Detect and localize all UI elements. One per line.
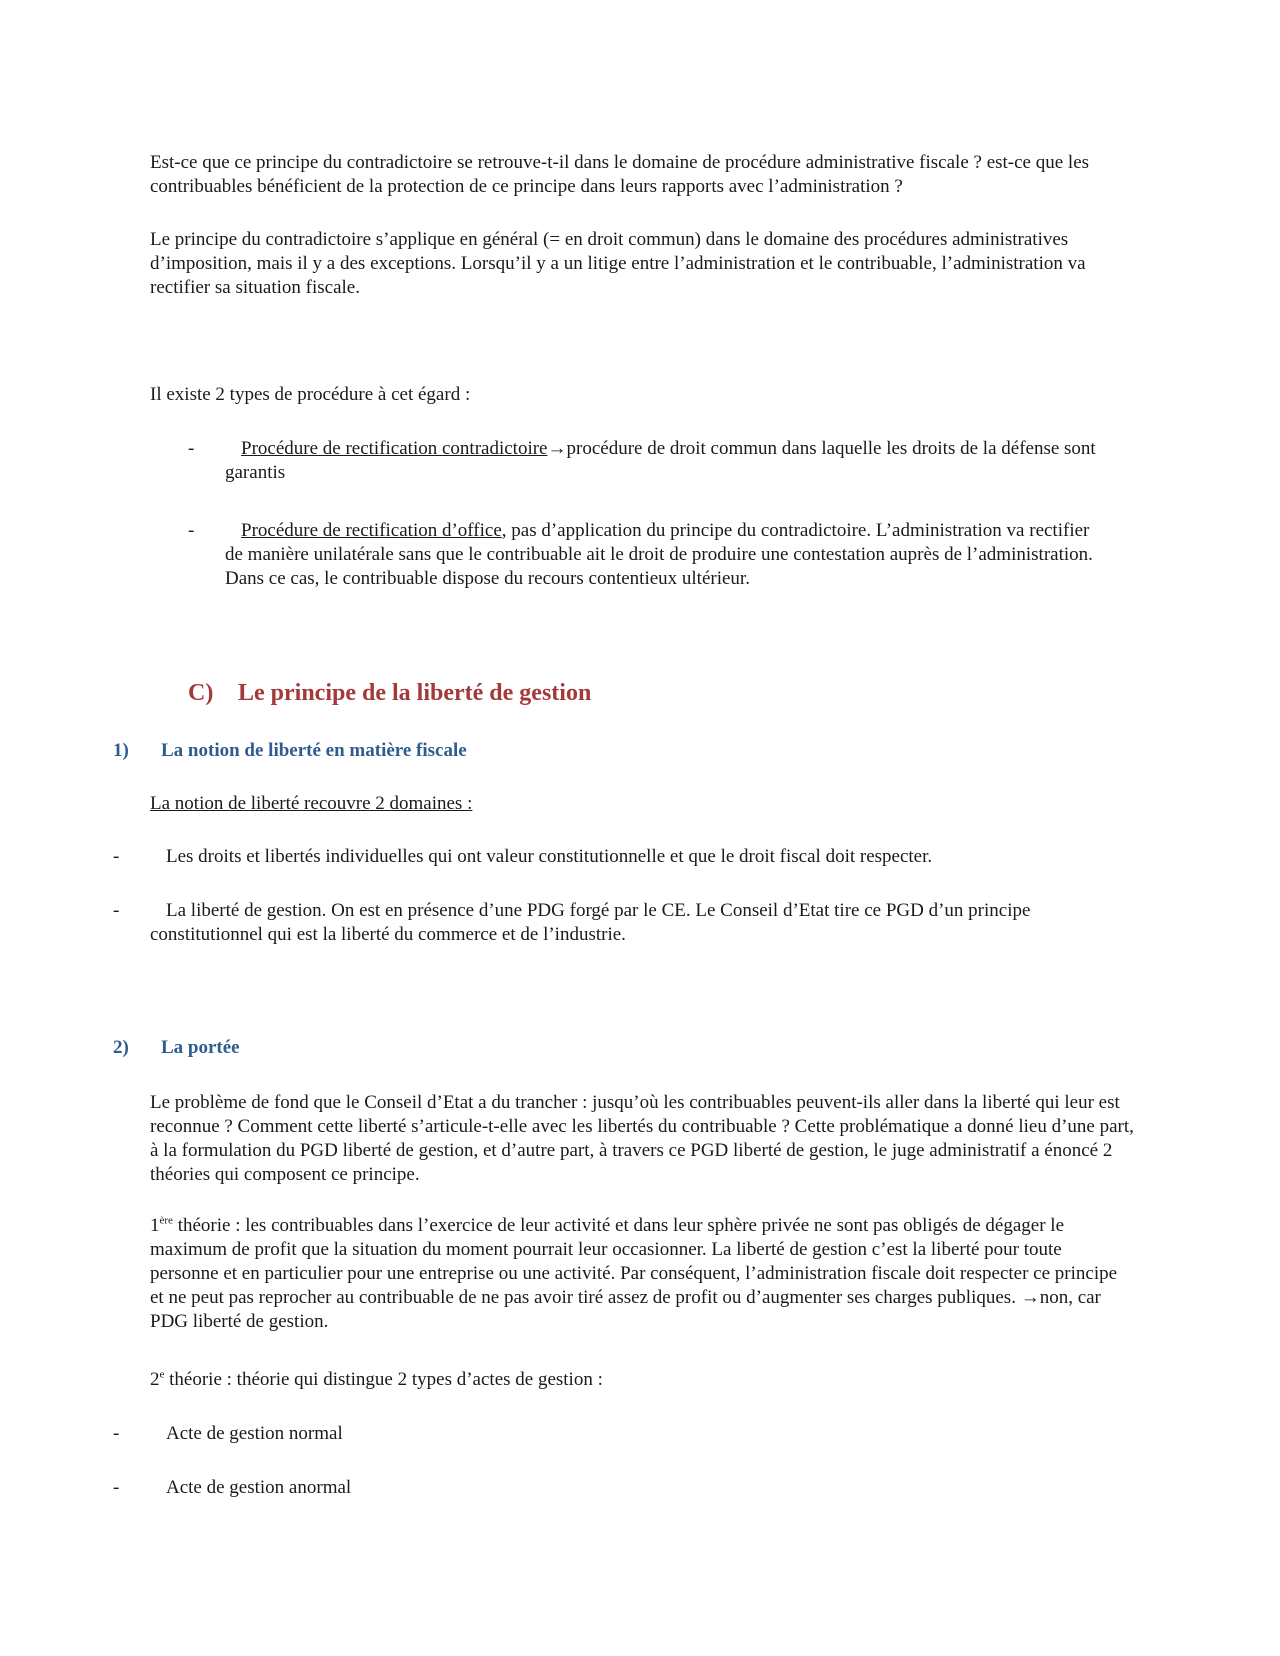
- list-item-text: [225, 519, 1110, 591]
- notion-lead: La notion de liberté recouvre 2 domaines :: [150, 793, 473, 814]
- subsection-title: La portée: [161, 1037, 240, 1058]
- list-item-text: La liberté de gestion. On est en présence d’une PDG forgé par le CE. Le Conseil d’Etat tire ce PGD d’un principe constitutionnel qui est la liberté du commerce et de l’industrie.: [150, 900, 1031, 945]
- theory-text: théorie : les contribuables dans l’exercice de leur activité et dans leur sphère privée ne sont pas obligés de dégager le maximum de profit que la situation du moment pourrait leur occasionner. La liberté de gestion c’est la liberté pour toute personne et en particulier pour une entreprise ou une activité. Par conséquent, l’administration fiscale doit respecter ce principe et ne peut pas reprocher au contribuable de ne pas avoir tiré assez de profit ou d’augmenter ses charges publiques. →non, car PDG liberté de gestion.: [150, 1215, 1118, 1332]
- list-dash: -: [113, 1423, 120, 1444]
- types-lead: Il existe 2 types de procédure à cet égard :: [150, 384, 471, 405]
- section-title: Le principe de la liberté de gestion: [238, 680, 592, 706]
- theory-1-paragraph: [150, 1214, 1125, 1334]
- list-dash: -: [113, 900, 120, 921]
- list-item-text: Acte de gestion normal: [166, 1423, 343, 1444]
- section-number: C): [188, 680, 214, 706]
- intro-question: Est-ce que ce principe du contradictoire se retrouve-t-il dans le domaine de procédure administrative fiscale ? est-ce que les contribuables bénéficient de la protection de ce principe dans leurs rapports avec l’administration ?: [150, 152, 1090, 197]
- procedure-desc: →procédure de droit commun dans laquelle les droits de la défense sont garantis: [225, 438, 1096, 483]
- theory-number: 1: [150, 1215, 160, 1236]
- intro-principle: Le principe du contradictoire s’applique en général (= en droit commun) dans le domaine des procédures administratives d’imposition, mais il y a des exceptions. Lorsqu’il y a un litige entre l’administration et le contribuable, l’administration va rectifier sa situation fiscale.: [150, 229, 1086, 298]
- theory-ordinal: e: [159, 1368, 165, 1381]
- list-item-text: Acte de gestion anormal: [166, 1477, 352, 1498]
- list-dash: -: [113, 1477, 120, 1498]
- procedure-title: Procédure de rectification d’office: [241, 520, 502, 541]
- section-heading: [188, 678, 1088, 708]
- subsection-number: 1): [113, 740, 129, 761]
- list-dash: -: [113, 846, 120, 867]
- subsection-heading: [113, 1036, 1013, 1060]
- subsection-heading: [113, 739, 1013, 763]
- theory-text: théorie : théorie qui distingue 2 types d’actes de gestion :: [164, 1369, 603, 1390]
- list-item-text: Les droits et libertés individuelles qui ont valeur constitutionnelle et que le droit fiscal doit respecter.: [166, 846, 933, 867]
- problem-paragraph: Le problème de fond que le Conseil d’Etat a du trancher : jusqu’où les contribuables peuvent-ils aller dans la liberté qui leur est reconnue ? Comment cette liberté s’articule-t-elle avec les libertés du contribuable ? Cette problématique a donné lieu d’une part, à la formulation du PGD liberté de gestion, et d’autre part, à travers ce PGD liberté de gestion, le juge administratif a énoncé 2 théories qui composent ce principe.: [150, 1092, 1134, 1185]
- subsection-number: 2): [113, 1037, 129, 1058]
- list-item-text: [225, 437, 1105, 485]
- theory-number: 2: [150, 1369, 160, 1390]
- theory-2-paragraph: [150, 1368, 1140, 1392]
- procedure-title: Procédure de rectification contradictoire: [241, 438, 548, 459]
- procedure-desc: , pas d’application du principe du contradictoire. L’administration va rectifier de manière unilatérale sans que le contribuable ait le droit de produire une contestation auprès de l’administration. Dans ce cas, le contribuable dispose du recours contentieux ultérieur.: [225, 520, 1093, 589]
- subsection-title: La notion de liberté en matière fiscale: [161, 740, 467, 761]
- list-dash: -: [188, 438, 195, 459]
- list-dash: -: [188, 520, 195, 541]
- theory-ordinal: ère: [159, 1214, 173, 1227]
